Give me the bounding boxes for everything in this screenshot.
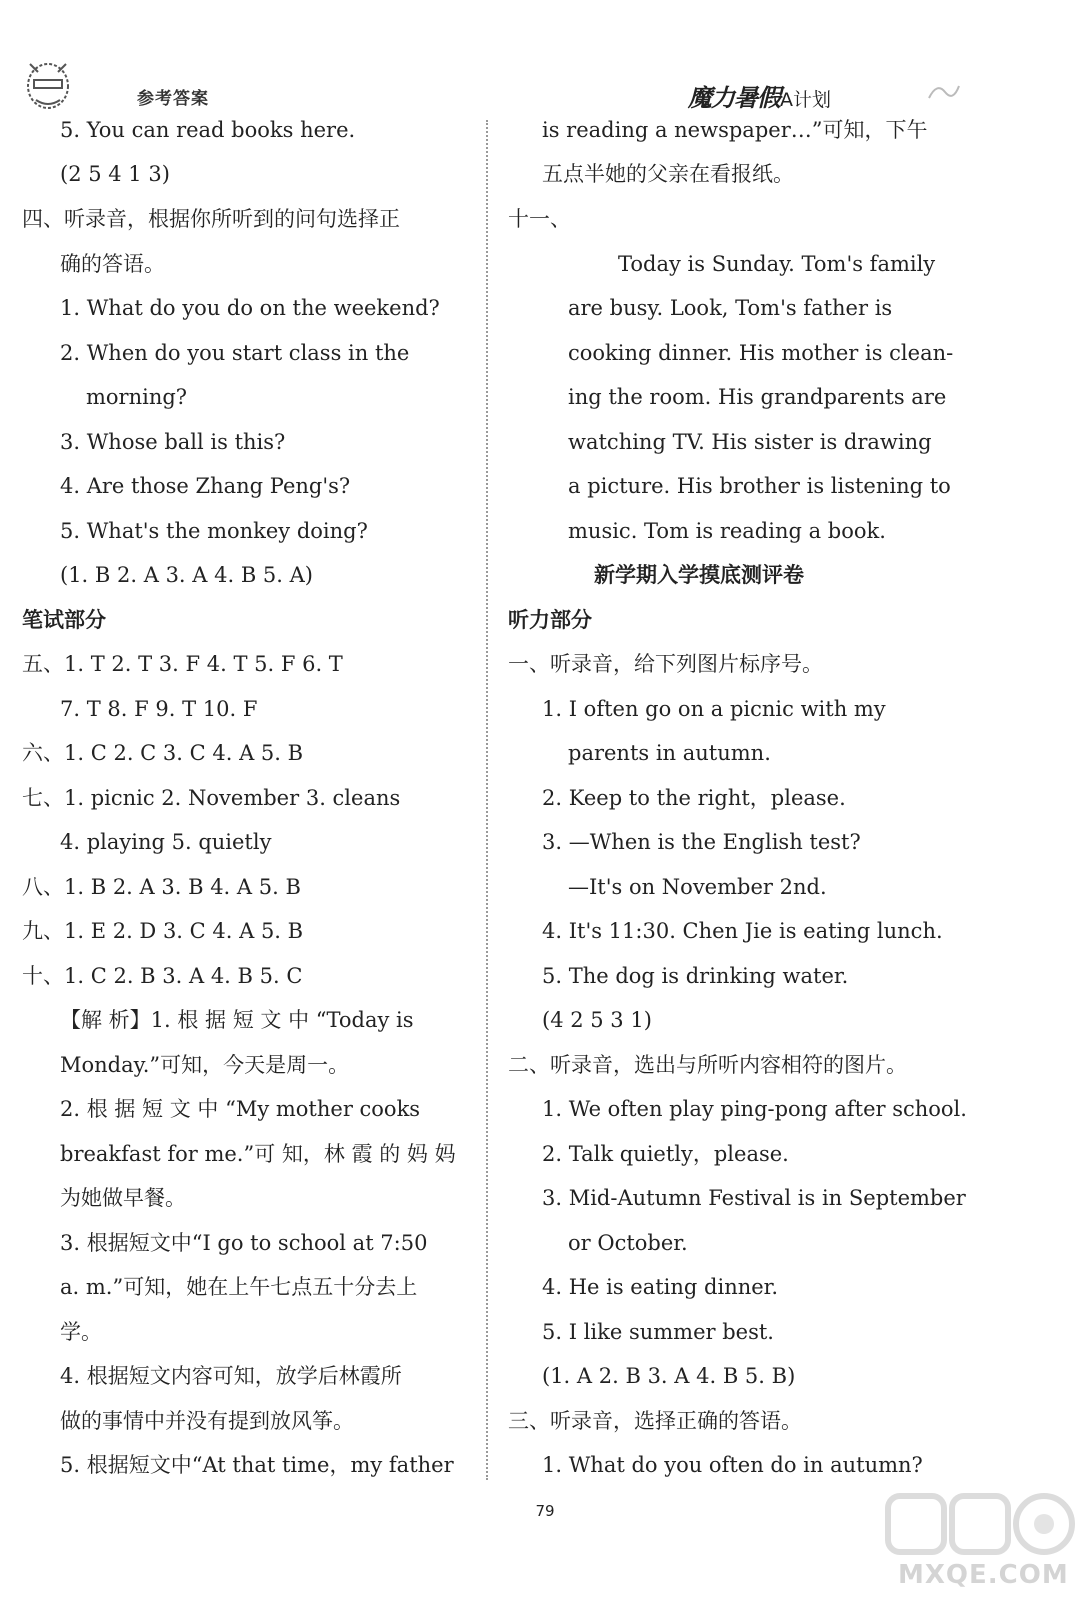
watermark-url: MXQE.COM	[898, 1560, 1069, 1590]
analysis-line: a. m.”可知，她在上午七点五十分去上	[60, 1275, 418, 1299]
section-heading: 一、听录音，给下列图片标序号。	[508, 652, 823, 676]
answer-line: (1. B 2. A 3. A 4. B 5. A)	[60, 563, 314, 587]
analysis-line: 2. 根 据 短 文 中 “My mother cooks	[60, 1097, 421, 1121]
section-heading: 三、听录音，选择正确的答语。	[508, 1409, 802, 1433]
page-number: 79	[535, 1502, 555, 1520]
passage-line: a picture. His brother is listening to	[568, 474, 951, 498]
analysis-line: 五点半她的父亲在看报纸。	[542, 162, 794, 186]
text-line: 4. Are those Zhang Peng's?	[60, 474, 351, 498]
analysis-line: 学。	[60, 1320, 102, 1344]
analysis-line: 【解 析】1. 根 据 短 文 中 “Today is	[60, 1008, 414, 1032]
text-line: morning?	[86, 385, 188, 409]
text-line: 2. When do you start class in the	[60, 341, 410, 365]
brand-name: 魔力暑假	[688, 84, 780, 112]
analysis-line: 4. 根据短文内容可知，放学后林霞所	[60, 1364, 402, 1388]
answer-line: 七、1. picnic 2. November 3. cleans	[22, 786, 401, 810]
section-heading: 四、听录音，根据你所听到的问句选择正	[22, 207, 400, 231]
column-divider	[486, 120, 488, 1480]
passage-line: watching TV. His sister is drawing	[568, 430, 932, 454]
brand-plan: A计划	[780, 89, 831, 111]
text-line: 确的答语。	[60, 252, 165, 276]
passage-line: are busy. Look, Tom's father is	[568, 296, 893, 320]
page-header	[0, 0, 1090, 120]
mascot-icon	[22, 56, 74, 114]
text-line: 1. What do you often do in autumn?	[542, 1453, 923, 1477]
section-heading: 十一、	[508, 207, 571, 231]
text-line: 1. We often play ping-pong after school.	[542, 1097, 967, 1121]
analysis-line: is reading a newspaper…”可知，下午	[542, 118, 928, 142]
answer-line: 4. playing 5. quietly	[60, 830, 272, 854]
text-line: 2. Keep to the right，please.	[542, 786, 846, 810]
text-line: 3. —When is the English test?	[542, 830, 861, 854]
part-heading: 听力部分	[508, 608, 592, 632]
header-section-label: 参考答案	[137, 89, 209, 109]
analysis-line: 5. 根据短文中“At that time，my father	[60, 1453, 454, 1477]
analysis-line: Monday.”可知，今天是周一。	[60, 1053, 350, 1077]
text-line: 5. You can read books here.	[60, 118, 356, 142]
text-line: —It's on November 2nd.	[568, 875, 827, 899]
analysis-line: 3. 根据短文中“I go to school at 7:50	[60, 1231, 428, 1255]
answer-line: 六、1. C 2. C 3. C 4. A 5. B	[22, 741, 304, 765]
text-line: 2. Talk quietly，please.	[542, 1142, 789, 1166]
text-line: 4. He is eating dinner.	[542, 1275, 779, 1299]
text-line: or October.	[568, 1231, 688, 1255]
section-heading: 二、听录音，选出与所听内容相符的图片。	[508, 1053, 907, 1077]
text-line: parents in autumn.	[568, 741, 771, 765]
text-line: 5. I like summer best.	[542, 1320, 774, 1344]
passage-line: ing the room. His grandparents are	[568, 385, 947, 409]
text-line: 4. It's 11:30. Chen Jie is eating lunch.	[542, 919, 943, 943]
text-line: (2 5 4 1 3)	[60, 162, 170, 186]
test-title: 新学期入学摸底测评卷	[594, 563, 804, 587]
text-line: 1. What do you do on the weekend?	[60, 296, 440, 320]
answer-line: 五、1. T 2. T 3. F 4. T 5. F 6. T	[22, 652, 343, 676]
decoration-icon	[925, 78, 963, 106]
text-line: 3. Whose ball is this?	[60, 430, 286, 454]
answer-line: (1. A 2. B 3. A 4. B 5. B)	[542, 1364, 796, 1388]
answer-line: (4 2 5 3 1)	[542, 1008, 652, 1032]
part-heading: 笔试部分	[22, 608, 106, 632]
text-line: 1. I often go on a picnic with my	[542, 697, 886, 721]
answer-line: 7. T 8. F 9. T 10. F	[60, 697, 258, 721]
passage-line: music. Tom is reading a book.	[568, 519, 886, 543]
text-line: 5. What's the monkey doing?	[60, 519, 368, 543]
analysis-line: breakfast for me.”可 知，林 霞 的 妈 妈	[60, 1142, 456, 1166]
answer-line: 九、1. E 2. D 3. C 4. A 5. B	[22, 919, 304, 943]
analysis-line: 做的事情中并没有提到放风筝。	[60, 1409, 354, 1433]
passage-line: Today is Sunday. Tom's family	[618, 252, 936, 276]
text-line: 5. The dog is drinking water.	[542, 964, 849, 988]
answer-line: 八、1. B 2. A 3. B 4. A 5. B	[22, 875, 301, 899]
passage-line: cooking dinner. His mother is clean-	[568, 341, 954, 365]
answer-line: 十、1. C 2. B 3. A 4. B 5. C	[22, 964, 303, 988]
text-line: 3. Mid-Autumn Festival is in September	[542, 1186, 966, 1210]
analysis-line: 为她做早餐。	[60, 1186, 186, 1210]
